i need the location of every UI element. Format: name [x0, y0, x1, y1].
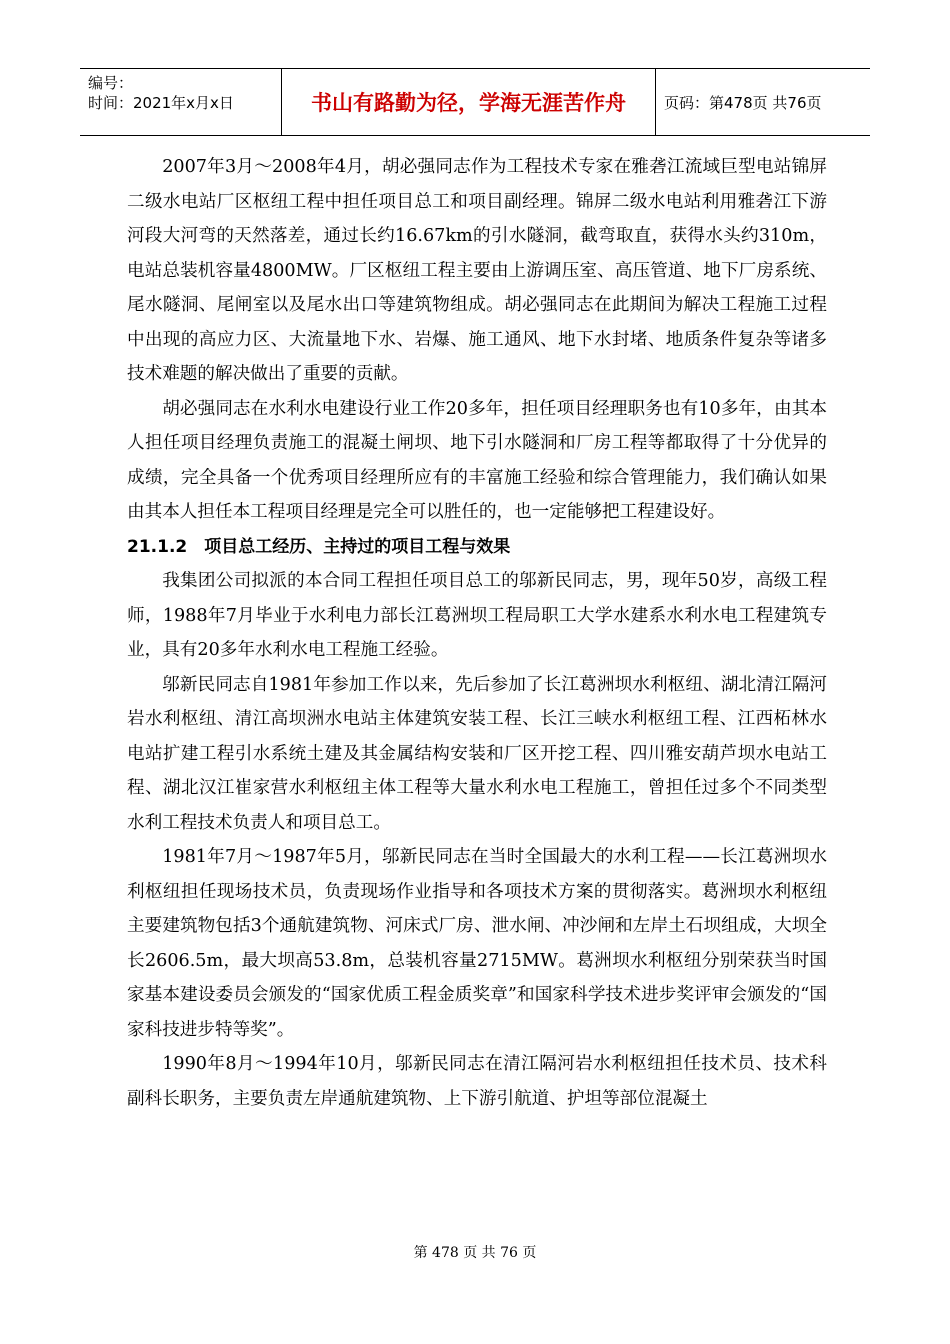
document-body: [127, 150, 827, 1116]
paragraph: 1990年8月～1994年10月，邬新民同志在清江隔河岩水利枢纽担任技术员、技术科副科长职务，主要负责左岸通航建筑物、上下游引航道、护坦等部位混凝土: [127, 1054, 827, 1109]
header-meta: [80, 69, 282, 135]
section-heading: 21.1.2 项目总工经历、主持过的项目工程与效果: [127, 536, 511, 557]
paragraph: 1981年7月～1987年5月，邬新民同志在当时全国最大的水利工程——长江葛洲坝水利枢纽担任现场技术员，负责现场作业指导和各项技术方案的贯彻落实。葛洲坝水利枢纽主要建筑物包括3个通航建筑物、河床式厂房、泄水闸、冲沙闸和左岸土石坝组成，大坝全长2606.5m，最大坝高53.8m，总装机容量2715MW。葛洲坝水利枢纽分别荣获当时国家基本建设委员会颁发的“国家优质工程金质奖章”和国家科学技术进步奖评审会颁发的“国家科技进步特等奖”。: [127, 847, 827, 1040]
document-time-label: 时间：2021年x月x日: [88, 94, 234, 112]
page-footer: 第 478 页 共 76 页: [413, 1245, 537, 1261]
paragraph: 2007年3月～2008年4月，胡必强同志作为工程技术专家在雅砻江流域巨型电站锦屏二级水电站厂区枢纽工程中担任项目总工和项目副经理。锦屏二级水电站利用雅砻江下游河段大河弯的天然落差，通过长约16.67km的引水隧洞，截弯取直，获得水头约310m，电站总装机容量4800MW。厂区枢纽工程主要由上游调压室、高压管道、地下厂房系统、尾水隧洞、尾闸室以及尾水出口等建筑物组成。胡必强同志在此期间为解决工程施工过程中出现的高应力区、大流量地下水、岩爆、施工通风、地下水封堵、地质条件复杂等诸多技术难题的解决做出了重要的贡献。: [127, 157, 827, 384]
paragraph: 我集团公司拟派的本合同工程担任项目总工的邬新民同志，男，现年50岁，高级工程师，1988年7月毕业于水利电力部长江葛洲坝工程局职工大学水建系水利水电工程建筑专业，具有20多年水利水电工程施工经验。: [127, 571, 827, 660]
header-page-info: 页码：第478页 共76页: [664, 93, 822, 112]
paragraph: 胡必强同志在水利水电建设行业工作20多年，担任项目经理职务也有10多年，由其本人担任项目经理负责施工的混凝土闸坝、地下引水隧洞和厂房工程等都取得了十分优异的成绩，完全具备一个优秀项目经理所应有的丰富施工经验和综合管理能力，我们确认如果由其本人担任本工程项目经理是完全可以胜任的，也一定能够把工程建设好。: [127, 398, 827, 522]
document-number-label: 编号：: [88, 74, 134, 92]
header-motto: 书山有路勤为径，学海无涯苦作舟: [282, 69, 656, 135]
page-header: [80, 68, 870, 136]
paragraph: 邬新民同志自1981年参加工作以来，先后参加了长江葛洲坝水利枢纽、湖北清江隔河岩水利枢纽、清江高坝洲水电站主体建筑安装工程、长江三峡水利枢纽工程、江西柘林水电站扩建工程引水系统土建及其金属结构安装和厂区开挖工程、四川雅安葫芦坝水电站工程、湖北汉江崔家营水利枢纽主体工程等大量水利水电工程施工，曾担任过多个不同类型水利工程技术负责人和项目总工。: [127, 674, 827, 833]
